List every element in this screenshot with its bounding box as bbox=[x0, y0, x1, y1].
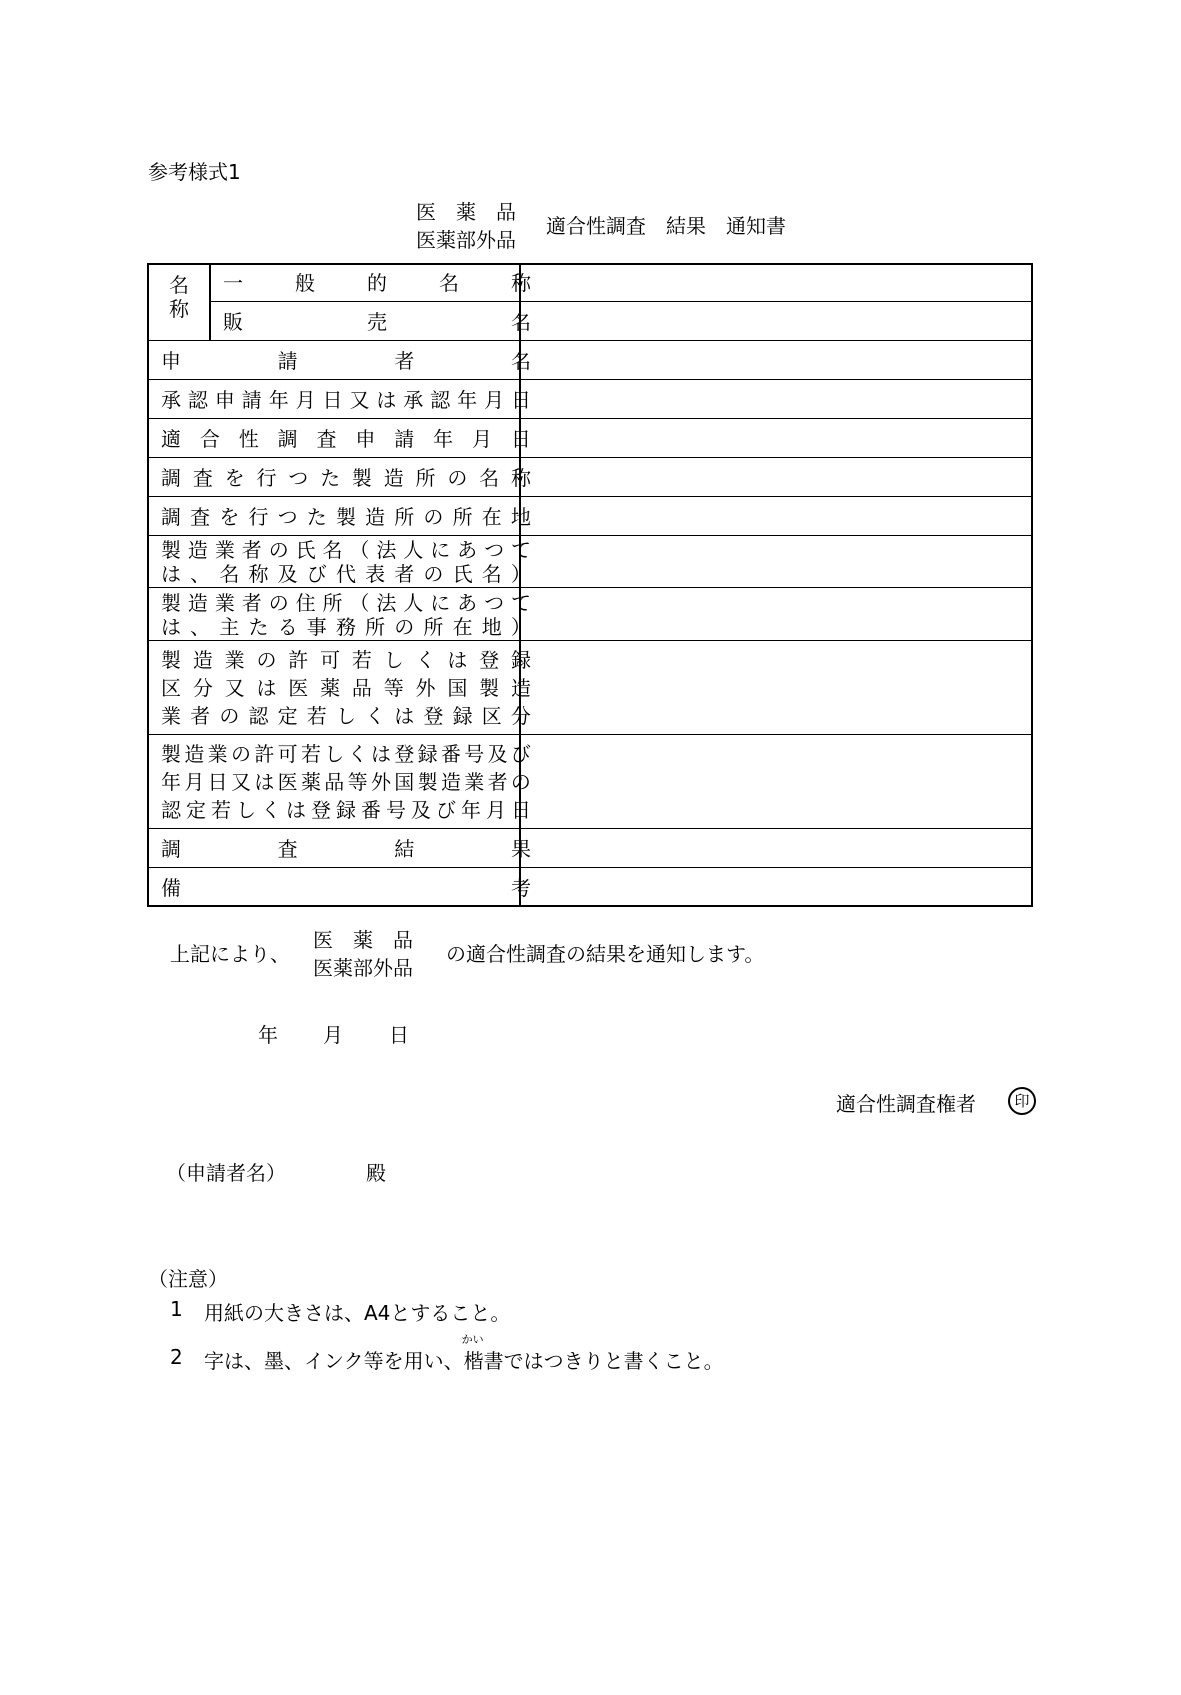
row-label-char: 所 bbox=[423, 614, 444, 639]
note-2-number: 2 bbox=[170, 1345, 183, 1369]
row-label-char: 認 bbox=[161, 798, 181, 822]
row-label-char: 定 bbox=[277, 704, 298, 728]
row-label-cell bbox=[211, 263, 531, 302]
row-label-char: 月 bbox=[486, 798, 506, 822]
row-label-char: 国 bbox=[447, 676, 468, 700]
row-label-char: 区 bbox=[481, 704, 502, 728]
row-label-char: 国 bbox=[394, 770, 415, 794]
row-label-char: 造 bbox=[187, 590, 208, 615]
row-label-char: 者 bbox=[394, 348, 415, 373]
row-label-char: 所 bbox=[394, 504, 415, 529]
row-label-char: 薬 bbox=[320, 676, 341, 700]
row-label-char: 日 bbox=[510, 426, 531, 451]
row-label-char: 結 bbox=[394, 836, 415, 861]
row-label-cell bbox=[149, 536, 531, 588]
title-stack-bottom: 医薬部外品 bbox=[416, 228, 516, 252]
row-label-char: 等 bbox=[383, 676, 404, 700]
row-label-char: 般 bbox=[295, 270, 315, 295]
row-label-char: の bbox=[230, 742, 251, 766]
note-2-post: 書ではつきりと書くこと。 bbox=[483, 1349, 724, 1373]
row-label-char: の bbox=[268, 590, 289, 615]
seal-icon: 印 bbox=[1008, 1087, 1036, 1115]
row-label-char: 査 bbox=[190, 504, 211, 529]
row-label-char: 調 bbox=[277, 426, 298, 451]
row-label-char: 外 bbox=[370, 770, 391, 794]
row-label-char: 録 bbox=[417, 742, 438, 766]
row-label-char: 月 bbox=[295, 387, 316, 412]
row-label bbox=[161, 349, 531, 373]
row-label-char: 業 bbox=[207, 742, 228, 766]
row-label-char: 法 bbox=[376, 538, 397, 562]
row-label-char: 造 bbox=[383, 465, 404, 490]
row-label-char: の bbox=[219, 704, 240, 728]
row-label-char: の bbox=[268, 538, 289, 562]
row-label-char: 人 bbox=[403, 590, 424, 615]
row-label-char: 番 bbox=[440, 742, 461, 766]
row-label-char: 可 bbox=[320, 648, 341, 672]
date-year: 年 bbox=[258, 1023, 278, 1047]
row-label-char: 名 bbox=[219, 562, 240, 586]
row-label-line bbox=[161, 768, 531, 796]
row-label-char: 年 bbox=[161, 770, 181, 794]
row-label-char: 認 bbox=[248, 704, 269, 728]
notice-suffix: の適合性調査の結果を通知します。 bbox=[446, 942, 765, 966]
row-label-char: 分 bbox=[510, 704, 531, 728]
row-label-char: は bbox=[286, 798, 306, 822]
row-label-char: 表 bbox=[365, 562, 386, 586]
row-label-char: ） bbox=[510, 562, 531, 586]
note-1-number: 1 bbox=[170, 1297, 183, 1321]
row-value-cell[interactable] bbox=[521, 263, 1031, 302]
row-label-char: 査 bbox=[192, 465, 213, 490]
row-label-char: つ bbox=[288, 465, 309, 490]
row-label-char: （ bbox=[349, 538, 370, 562]
row-value-cell[interactable] bbox=[521, 868, 1031, 907]
row-label-char: 、 bbox=[190, 562, 211, 586]
row-label-cell bbox=[149, 497, 531, 536]
row-label-char: 造 bbox=[510, 676, 531, 700]
row-label-char: 名 bbox=[322, 538, 343, 562]
row-label-char: く bbox=[365, 704, 386, 728]
notes-heading: （注意） bbox=[148, 1267, 228, 1291]
row-label-char: 製 bbox=[161, 538, 181, 562]
row-label-line bbox=[161, 646, 531, 674]
row-label-char: た bbox=[306, 504, 327, 529]
row-label-cell bbox=[149, 829, 531, 868]
form-table bbox=[147, 263, 1033, 907]
row-label-char: を bbox=[224, 465, 245, 490]
row-label-char: 又 bbox=[224, 676, 245, 700]
row-label-char: 造 bbox=[440, 770, 461, 794]
row-label-char: 業 bbox=[161, 704, 181, 728]
row-label-char: 登 bbox=[394, 742, 415, 766]
row-label-char: 合 bbox=[199, 426, 220, 451]
title-stack-top: 医 薬 品 bbox=[416, 200, 516, 224]
row-label-char: 号 bbox=[464, 742, 485, 766]
row-label-char: び bbox=[510, 742, 531, 766]
row-label-char: 年 bbox=[461, 798, 481, 822]
row-label-char: 者 bbox=[190, 704, 211, 728]
row-label-char: 外 bbox=[415, 676, 436, 700]
row-label bbox=[161, 388, 531, 412]
row-label-char: 行 bbox=[256, 465, 277, 490]
row-label-char: 請 bbox=[394, 426, 415, 451]
note-2-text bbox=[204, 1333, 724, 1374]
row-label-char: 主 bbox=[219, 614, 240, 639]
row-label-char: 者 bbox=[487, 770, 508, 794]
note-2-pre: 字は、墨、インク等を用い、 bbox=[204, 1349, 464, 1373]
row-label-char: く bbox=[415, 648, 436, 672]
row-label-char: 適 bbox=[161, 426, 181, 451]
row-label-char: 可 bbox=[277, 742, 298, 766]
row-label-char: は bbox=[447, 648, 468, 672]
row-label-char: 番 bbox=[361, 798, 381, 822]
row-label-cell bbox=[149, 641, 531, 735]
row-label-char: は bbox=[370, 742, 391, 766]
row-label-char: 日 bbox=[207, 770, 228, 794]
row-label-char: び bbox=[436, 798, 456, 822]
row-label-char: 調 bbox=[161, 836, 181, 861]
row-label-char: 区 bbox=[161, 676, 181, 700]
row-label-char: の bbox=[423, 504, 444, 529]
row-label-char: 所 bbox=[322, 590, 343, 615]
row-label-char: 者 bbox=[241, 538, 262, 562]
row-label-char: 月 bbox=[184, 770, 205, 794]
row-label-char: し bbox=[324, 742, 345, 766]
row-label-char: 年 bbox=[268, 387, 289, 412]
addressee-name: （申請者名） bbox=[166, 1161, 286, 1185]
row-label-char: 造 bbox=[187, 538, 208, 562]
row-label-char: 造 bbox=[184, 742, 205, 766]
row-label-char: 行 bbox=[248, 504, 269, 529]
row-label-char: の bbox=[423, 562, 444, 586]
row-label-char: 若 bbox=[351, 648, 372, 672]
row-label-char: の bbox=[510, 770, 531, 794]
row-label-char: 等 bbox=[347, 770, 368, 794]
row-label-char: 若 bbox=[300, 742, 321, 766]
row-label-char: 請 bbox=[277, 348, 298, 373]
row-label-char: 査 bbox=[316, 426, 337, 451]
title-main: 適合性調査 結果 通知書 bbox=[546, 214, 786, 238]
row-label-char: た bbox=[248, 614, 269, 639]
row-label-cell bbox=[149, 380, 531, 419]
row-label-char: 性 bbox=[238, 426, 259, 451]
row-label-char: の bbox=[256, 648, 277, 672]
row-value-cell[interactable] bbox=[521, 829, 1031, 868]
row-label-cell bbox=[149, 735, 531, 829]
row-label-char: 及 bbox=[487, 742, 508, 766]
row-label-char: つ bbox=[277, 504, 298, 529]
row-label-char: の bbox=[394, 614, 415, 639]
row-label-line bbox=[161, 562, 531, 586]
row-label-char: 名 bbox=[511, 309, 531, 334]
row-label-char: 代 bbox=[335, 562, 356, 586]
row-label-char: 称 bbox=[248, 562, 269, 586]
row-label-char: 名 bbox=[510, 348, 531, 373]
row-label-char: は bbox=[394, 704, 415, 728]
row-label-line bbox=[161, 591, 531, 615]
row-label bbox=[223, 310, 531, 334]
row-label-char: 申 bbox=[214, 387, 235, 412]
row-label-char: 許 bbox=[288, 648, 309, 672]
row-label-char: 備 bbox=[161, 875, 181, 900]
row-label-char: 認 bbox=[187, 387, 208, 412]
row-label-char: は bbox=[161, 562, 181, 586]
row-label-char: 申 bbox=[355, 426, 376, 451]
row-value-cell[interactable] bbox=[521, 341, 1031, 380]
row-label bbox=[161, 837, 531, 861]
row-label-char: 承 bbox=[403, 387, 424, 412]
note-1-text: 用紙の大きさは、A4とすること。 bbox=[204, 1301, 511, 1325]
row-label-cell bbox=[149, 341, 531, 380]
row-label-char: あ bbox=[457, 538, 478, 562]
row-label-char: は bbox=[161, 614, 181, 639]
row-label-char: 所 bbox=[415, 465, 436, 490]
row-label-char: 一 bbox=[223, 270, 243, 295]
note-2-ruby: かい bbox=[461, 1333, 484, 1346]
row-label-char: 録 bbox=[336, 798, 356, 822]
row-label-char: 製 bbox=[417, 770, 438, 794]
row-label-char: 調 bbox=[161, 465, 181, 490]
form-label: 参考様式1 bbox=[148, 160, 241, 184]
row-label bbox=[161, 505, 531, 529]
row-value-cell[interactable] bbox=[521, 641, 1031, 735]
date-day: 日 bbox=[389, 1023, 409, 1047]
row-label-char: 月 bbox=[472, 426, 492, 451]
row-label-char: 登 bbox=[423, 704, 444, 728]
name-group-label bbox=[149, 273, 209, 321]
signer-label: 適合性調査権者 bbox=[836, 1092, 976, 1116]
addressee-honorific: 殿 bbox=[366, 1161, 386, 1185]
row-label-char: の bbox=[447, 465, 468, 490]
row-label-char: を bbox=[219, 504, 240, 529]
row-label-char: つ bbox=[484, 538, 505, 562]
row-label-line bbox=[161, 538, 531, 562]
row-label-cell bbox=[149, 419, 531, 458]
row-label bbox=[161, 876, 531, 900]
row-label-char: 薬 bbox=[300, 770, 321, 794]
row-label-line bbox=[161, 702, 531, 730]
row-label-char: 及 bbox=[277, 562, 298, 586]
row-label-char: 又 bbox=[230, 770, 251, 794]
row-label-char: 製 bbox=[161, 742, 181, 766]
row-value-cell[interactable] bbox=[521, 497, 1031, 536]
row-label-char: 称 bbox=[510, 465, 531, 490]
row-label-char: 日 bbox=[322, 387, 343, 412]
row-label-char: 製 bbox=[161, 648, 181, 672]
row-label-char: は bbox=[256, 676, 277, 700]
row-value-cell[interactable] bbox=[521, 588, 1031, 641]
row-label-char: 及 bbox=[411, 798, 431, 822]
row-label-char: 製 bbox=[479, 676, 500, 700]
row-label-line bbox=[161, 674, 531, 702]
row-label-char: 業 bbox=[464, 770, 485, 794]
row-value-cell[interactable] bbox=[521, 380, 1031, 419]
row-label-char: 年 bbox=[433, 426, 454, 451]
row-label bbox=[161, 466, 531, 490]
row-label-char: 製 bbox=[335, 504, 356, 529]
row-label-line bbox=[161, 796, 531, 824]
row-label-cell bbox=[149, 458, 531, 497]
row-label-char: 登 bbox=[311, 798, 331, 822]
row-label-char: は bbox=[376, 387, 397, 412]
row-label-char: 年 bbox=[457, 387, 478, 412]
row-label-char: 所 bbox=[365, 614, 386, 639]
row-label-char: く bbox=[261, 798, 281, 822]
row-value-cell[interactable] bbox=[521, 735, 1031, 829]
row-label bbox=[223, 271, 531, 295]
row-label-char: 名 bbox=[439, 270, 459, 295]
row-label bbox=[161, 427, 531, 451]
row-label-char: 、 bbox=[190, 614, 211, 639]
note-2-ruby-wrap bbox=[461, 1333, 484, 1374]
notice-prefix: 上記により、 bbox=[170, 942, 290, 966]
row-label-char: 製 bbox=[351, 465, 372, 490]
row-label-char: 称 bbox=[511, 270, 531, 295]
row-value-cell[interactable] bbox=[521, 302, 1031, 341]
row-label-char: 登 bbox=[479, 648, 500, 672]
row-label-char: 地 bbox=[481, 614, 502, 639]
row-label-char: 調 bbox=[161, 504, 181, 529]
row-label-char: に bbox=[430, 590, 451, 615]
row-label-char: て bbox=[510, 590, 531, 615]
row-label-char: た bbox=[320, 465, 341, 490]
row-label-cell bbox=[211, 302, 531, 341]
row-label-char: 造 bbox=[192, 648, 213, 672]
row-label-char: 医 bbox=[277, 770, 298, 794]
row-label-char: 果 bbox=[510, 836, 531, 861]
row-label-char: 法 bbox=[376, 590, 397, 615]
row-label-char: 分 bbox=[192, 676, 213, 700]
row-label-char: 日 bbox=[510, 387, 531, 412]
row-label-char: 品 bbox=[324, 770, 345, 794]
row-label-char: 販 bbox=[223, 309, 243, 334]
row-label-char: 造 bbox=[365, 504, 386, 529]
row-label-char: 録 bbox=[510, 648, 531, 672]
row-label-char: 住 bbox=[295, 590, 316, 615]
row-label-char: 務 bbox=[335, 614, 356, 639]
row-label-char: 又 bbox=[349, 387, 370, 412]
row-label-char: 若 bbox=[306, 704, 327, 728]
row-label-char: 名 bbox=[479, 465, 500, 490]
row-label-char: 氏 bbox=[295, 538, 316, 562]
row-label-char: 在 bbox=[452, 614, 473, 639]
row-label-char: 地 bbox=[510, 504, 531, 529]
row-label-char: び bbox=[306, 562, 327, 586]
row-label-char: る bbox=[277, 614, 298, 639]
row-label-char: 若 bbox=[211, 798, 231, 822]
row-value-cell[interactable] bbox=[521, 536, 1031, 588]
row-label-char: 認 bbox=[430, 387, 451, 412]
row-label-char: 許 bbox=[254, 742, 275, 766]
row-label-char: て bbox=[510, 538, 531, 562]
row-label-char: 承 bbox=[161, 387, 181, 412]
row-label-char: 業 bbox=[214, 590, 235, 615]
row-label-char: 申 bbox=[161, 348, 181, 373]
row-label-cell bbox=[149, 868, 531, 907]
row-label-char: し bbox=[236, 798, 256, 822]
row-label-char: 売 bbox=[367, 309, 387, 334]
row-label-char: 氏 bbox=[452, 562, 473, 586]
row-label-char: 定 bbox=[186, 798, 206, 822]
row-label-cell bbox=[149, 588, 531, 641]
row-label-char: 医 bbox=[288, 676, 309, 700]
row-label-char: 在 bbox=[481, 504, 502, 529]
row-label-char: し bbox=[335, 704, 356, 728]
notice-stack-top: 医 薬 品 bbox=[313, 928, 413, 952]
row-label-char: 日 bbox=[511, 798, 531, 822]
name-group-label-text: 名称 bbox=[169, 273, 189, 321]
row-label-char: 的 bbox=[367, 270, 387, 295]
row-label-char: あ bbox=[457, 590, 478, 615]
row-label-char: （ bbox=[349, 590, 370, 615]
row-label-char: 名 bbox=[481, 562, 502, 586]
row-label-line bbox=[161, 740, 531, 768]
row-label-char: 人 bbox=[403, 538, 424, 562]
row-value-cell[interactable] bbox=[521, 419, 1031, 458]
notice-stack-bottom: 医薬部外品 bbox=[313, 956, 413, 980]
row-label-char: 録 bbox=[452, 704, 473, 728]
row-label-char: く bbox=[347, 742, 368, 766]
row-label-char: は bbox=[254, 770, 275, 794]
row-label-char: ） bbox=[510, 614, 531, 639]
row-label-char: 者 bbox=[394, 562, 415, 586]
row-label-char: 月 bbox=[484, 387, 505, 412]
row-label-char: に bbox=[430, 538, 451, 562]
row-label-char: 請 bbox=[241, 387, 262, 412]
row-label-char: 所 bbox=[452, 504, 473, 529]
row-value-cell[interactable] bbox=[521, 458, 1031, 497]
row-label-char: 考 bbox=[511, 875, 531, 900]
row-label-line bbox=[161, 615, 531, 639]
note-2-ruby-base: 楷 bbox=[463, 1349, 484, 1373]
date-month: 月 bbox=[323, 1023, 343, 1047]
row-label-char: 品 bbox=[351, 676, 372, 700]
row-label-char: 業 bbox=[214, 538, 235, 562]
row-label-char: 号 bbox=[386, 798, 406, 822]
row-label-char: 事 bbox=[306, 614, 327, 639]
row-label-char: し bbox=[383, 648, 404, 672]
row-label-char: 査 bbox=[277, 836, 298, 861]
row-label-char: 業 bbox=[224, 648, 245, 672]
row-label-char: 者 bbox=[241, 590, 262, 615]
row-label-char: つ bbox=[484, 590, 505, 615]
row-label-char: 製 bbox=[161, 590, 181, 615]
